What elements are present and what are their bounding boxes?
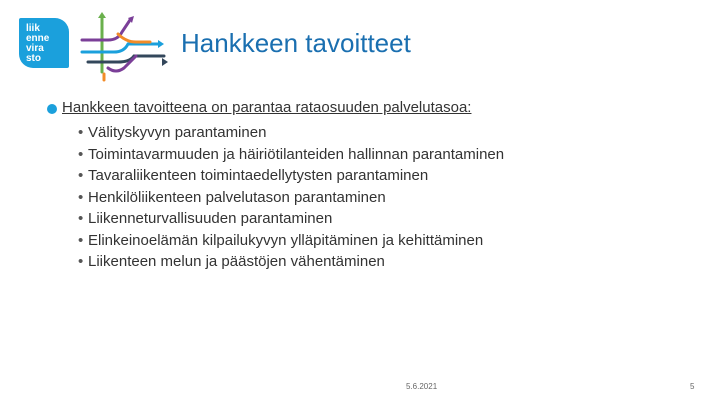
- list-item: [78, 208, 504, 230]
- bullet-icon: •: [78, 145, 84, 163]
- liikennevirasto-logo: [19, 18, 69, 68]
- list-item-text: Elinkeinoelämän kilpailukyvyn ylläpitäminen ja kehittäminen: [88, 231, 484, 249]
- bullet-icon: •: [78, 124, 84, 141]
- logo-line: sto: [26, 53, 41, 64]
- page-title: Hankkeen tavoitteet: [181, 28, 411, 58]
- list-item-text: Välityskyvyn parantaminen: [88, 124, 267, 141]
- list-item: [78, 165, 504, 187]
- list-item: [78, 251, 504, 273]
- logo-line: enne: [26, 33, 50, 44]
- footer-date: 5.6.2021: [406, 382, 438, 391]
- list-item: [78, 230, 504, 252]
- logo-line: vira: [26, 43, 44, 54]
- goals-list: [78, 122, 504, 273]
- bullet-icon: •: [78, 231, 84, 249]
- list-item-text: Tavaraliikenteen toimintaedellytysten parantaminen: [88, 167, 429, 184]
- logo-line: liik: [26, 23, 40, 34]
- arrows-graphic-icon: [78, 12, 170, 82]
- bullet-icon: •: [78, 188, 84, 206]
- page-number: 5: [690, 382, 695, 391]
- bullet-icon: •: [78, 167, 84, 184]
- list-item: [78, 122, 504, 144]
- bullet-icon: •: [78, 210, 84, 227]
- lead-bullet-icon: [47, 104, 57, 114]
- list-item-text: Toimintavarmuuden ja häiriötilanteiden hallinnan parantaminen: [88, 145, 505, 163]
- list-item-text: Liikenneturvallisuuden parantaminen: [88, 210, 333, 227]
- list-item-text: Liikenteen melun ja päästöjen vähentäminen: [88, 253, 385, 270]
- list-item: [78, 144, 504, 166]
- bullet-icon: •: [78, 253, 84, 270]
- list-item: [78, 187, 504, 209]
- list-item-text: Henkilöliikenteen palvelutason parantaminen: [88, 188, 386, 206]
- lead-text: Hankkeen tavoitteena on parantaa rataosuuden palvelutasoa:: [62, 99, 472, 116]
